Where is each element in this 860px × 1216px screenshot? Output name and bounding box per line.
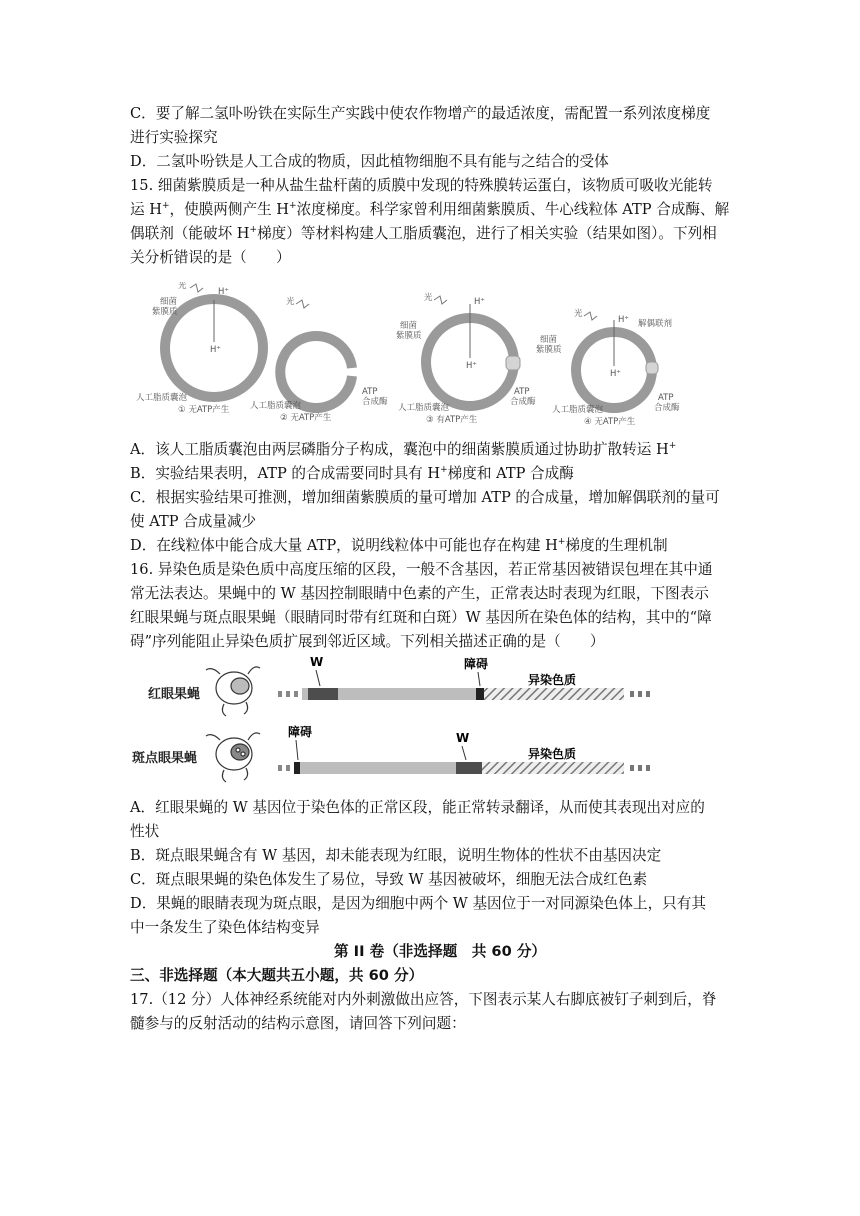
q15-option-a: A．该人工脂质囊泡由两层磷脂分子构成，囊泡中的细菌紫膜质通过协助扩散转运 H+ [130,441,677,458]
q15-option-c-line2: 使 ATP 合成量减少 [130,513,257,530]
q15-stem-line4: 关分析错误的是（ ） [130,249,291,266]
q15-stem-line2: 运 H+，使膜两侧产生 H+浓度梯度。科学家曾利用细菌紫膜质、牛心线粒体 ATP 合成酶、解 [130,201,730,218]
q16-option-a-line2: 性状 [130,823,160,840]
q16-stem-line3: 红眼果蝇与斑点眼果蝇（眼睛同时带有红斑和白斑）W 基因所在染色体的结构，其中的“障 [130,609,712,626]
q16-option-c: C．斑点眼果蝇的染色体发生了易位，导致 W 基因被破坏，细胞无法合成红色素 [130,871,648,888]
barrier-label: 障碍 [288,725,313,739]
barrier-segment [476,688,484,700]
section-heading: 三、非选择题（本大题共五小题，共 60 分） [130,967,424,984]
light-icon [190,284,203,292]
bacteriorhodopsin-label: 紫膜质 [536,345,562,355]
h-label: H⁺ [474,297,485,307]
liposome-label: 人工脂质囊泡 [250,401,302,411]
bacteriorhodopsin-label: 紫膜质 [152,307,178,317]
light-label: 光 [286,297,295,307]
q14-option-c-line2: 进行实验探究 [130,129,218,146]
spot-eye-fly-label: 斑点眼果蝇 [132,751,198,766]
q16-option-d-line2: 中一条发生了染色体结构变异 [130,919,320,936]
bacteriorhodopsin-label: 细菌 [160,297,178,307]
q15-stem-line3: 偶联剂（能破坏 H+梯度）等材料构建人工脂质囊泡，进行了相关实验（结果如图）。下列相 [130,225,717,242]
red-eye-fly-label: 红眼果蝇 [148,687,201,702]
q17-stem-line1: 17.（12 分）人体神经系统能对内外刺激做出应答，下图表示某人右脚底被钉子刺到后，脊 [130,991,717,1008]
result-label: ③ 有ATP产生 [426,415,478,425]
result-label: ① 无ATP产生 [178,405,230,415]
fly-head-icon [206,667,260,716]
h-label: H⁺ [610,369,621,379]
q16-option-d-line1: D．果蝇的眼睛表现为斑点眼，是因为细胞中两个 W 基因位于一对同源染色体上，只有其 [130,895,706,912]
heterochromatin-segment [482,762,624,774]
atp-synthase-label: ATP [514,387,530,397]
liposome-label: 人工脂质囊泡 [552,405,604,415]
pointer-line [478,672,480,686]
bacteriorhodopsin-label: 紫膜质 [396,331,422,341]
atp-synthase [506,356,520,370]
result-label: ④ 无ATP产生 [584,417,636,427]
light-label: 光 [574,309,583,319]
q16-option-a-line1: A．红眼果蝇的 W 基因位于染色体的正常区段，能正常转录翻译，从而使其表现出对应的 [130,799,705,816]
h-label: H⁺ [466,361,477,371]
pointer-line [316,670,320,686]
atp-synthase-label: ATP [658,393,674,403]
atp-synthase-label: 合成酶 [362,397,388,407]
bacteriorhodopsin-label: 细菌 [540,335,558,345]
part2-title: 第 II 卷（非选择题 共 60 分） [333,943,547,960]
w-gene-label: W [310,655,324,669]
q17-stem-line2: 髓参与的反射活动的结构示意图，请回答下列问题： [130,1015,466,1032]
q15-option-d: D．在线粒体中能合成大量 ATP，说明线粒体中可能也存在构建 H+梯度的生理机制 [130,537,668,554]
h-label: H⁺ [618,315,629,325]
uncoupler-label: 解偶联剂 [638,319,673,329]
light-label: 光 [424,293,433,303]
translocated-segment [300,762,460,774]
q15-stem-line1: 15. 细菌紫膜质是一种从盐生盐杆菌的质膜中发现的特殊膜转运蛋白，该物质可吸收光能转 [130,177,713,194]
heterochromatin-label: 异染色质 [528,747,577,761]
q15-option-b: B．实验结果表明，ATP 的合成需要同时具有 H+梯度和 ATP 合成酶 [130,465,574,482]
atp-synthase-label: 合成酶 [510,397,536,407]
h-label: H⁺ [218,287,229,297]
q16-option-b: B．斑点眼果蝇含有 W 基因，却未能表现为红眼，说明生物体的性状不由基因决定 [130,847,662,864]
light-label: 光 [178,282,187,291]
liposome-label: 人工脂质囊泡 [136,393,188,403]
q15-liposome-figure [130,282,710,432]
light-icon [296,300,309,308]
q14-option-d: D．二氢卟吩铁是人工合成的物质，因此植物细胞不具有能与之结合的受体 [130,153,609,170]
pointer-line [462,746,466,760]
q16-stem-line2: 常无法表达。果蝇中的 W 基因控制眼睛中色素的产生，正常表达时表现为红眼，下图表示 [130,585,709,602]
barrier-segment [294,762,300,774]
liposome-label: 人工脂质囊泡 [398,403,450,413]
result-label: ② 无ATP产生 [280,413,332,423]
liposome-ring [280,336,352,408]
heterochromatin-label: 异染色质 [528,673,577,687]
q16-stem-line4: 碍”序列能阻止异染色质扩展到邻近区域。下列相关描述正确的是（ ） [130,633,605,650]
q16-chromosome-figure [130,654,690,794]
light-icon [584,312,597,320]
w-gene-label: W [456,731,470,745]
q14-option-c-line1: C．要了解二氢卟吩铁在实际生产实践中使农作物增产的最适浓度，需配置一系列浓度梯度 [130,105,711,122]
light-icon [434,296,447,304]
bacteriorhodopsin-label: 细菌 [400,321,418,331]
atp-synthase [646,362,658,374]
h-label: H⁺ [210,345,221,355]
w-gene-segment [456,762,482,774]
barrier-label: 障碍 [464,657,489,671]
w-gene-segment [308,688,338,700]
atp-synthase-label: 合成酶 [654,403,680,413]
heterochromatin-segment [484,688,624,700]
atp-synthase-label: ATP [362,387,378,397]
fly-head-icon [206,733,260,782]
pointer-line [296,740,298,760]
q16-stem-line1: 16. 异染色质是染色质中高度压缩的区段，一般不含基因，若正常基因被错误包埋在其中通 [130,561,713,578]
q15-option-c-line1: C．根据实验结果可推测，增加细菌紫膜质的量可增加 ATP 的合成量，增加解偶联剂的量可 [130,489,720,506]
